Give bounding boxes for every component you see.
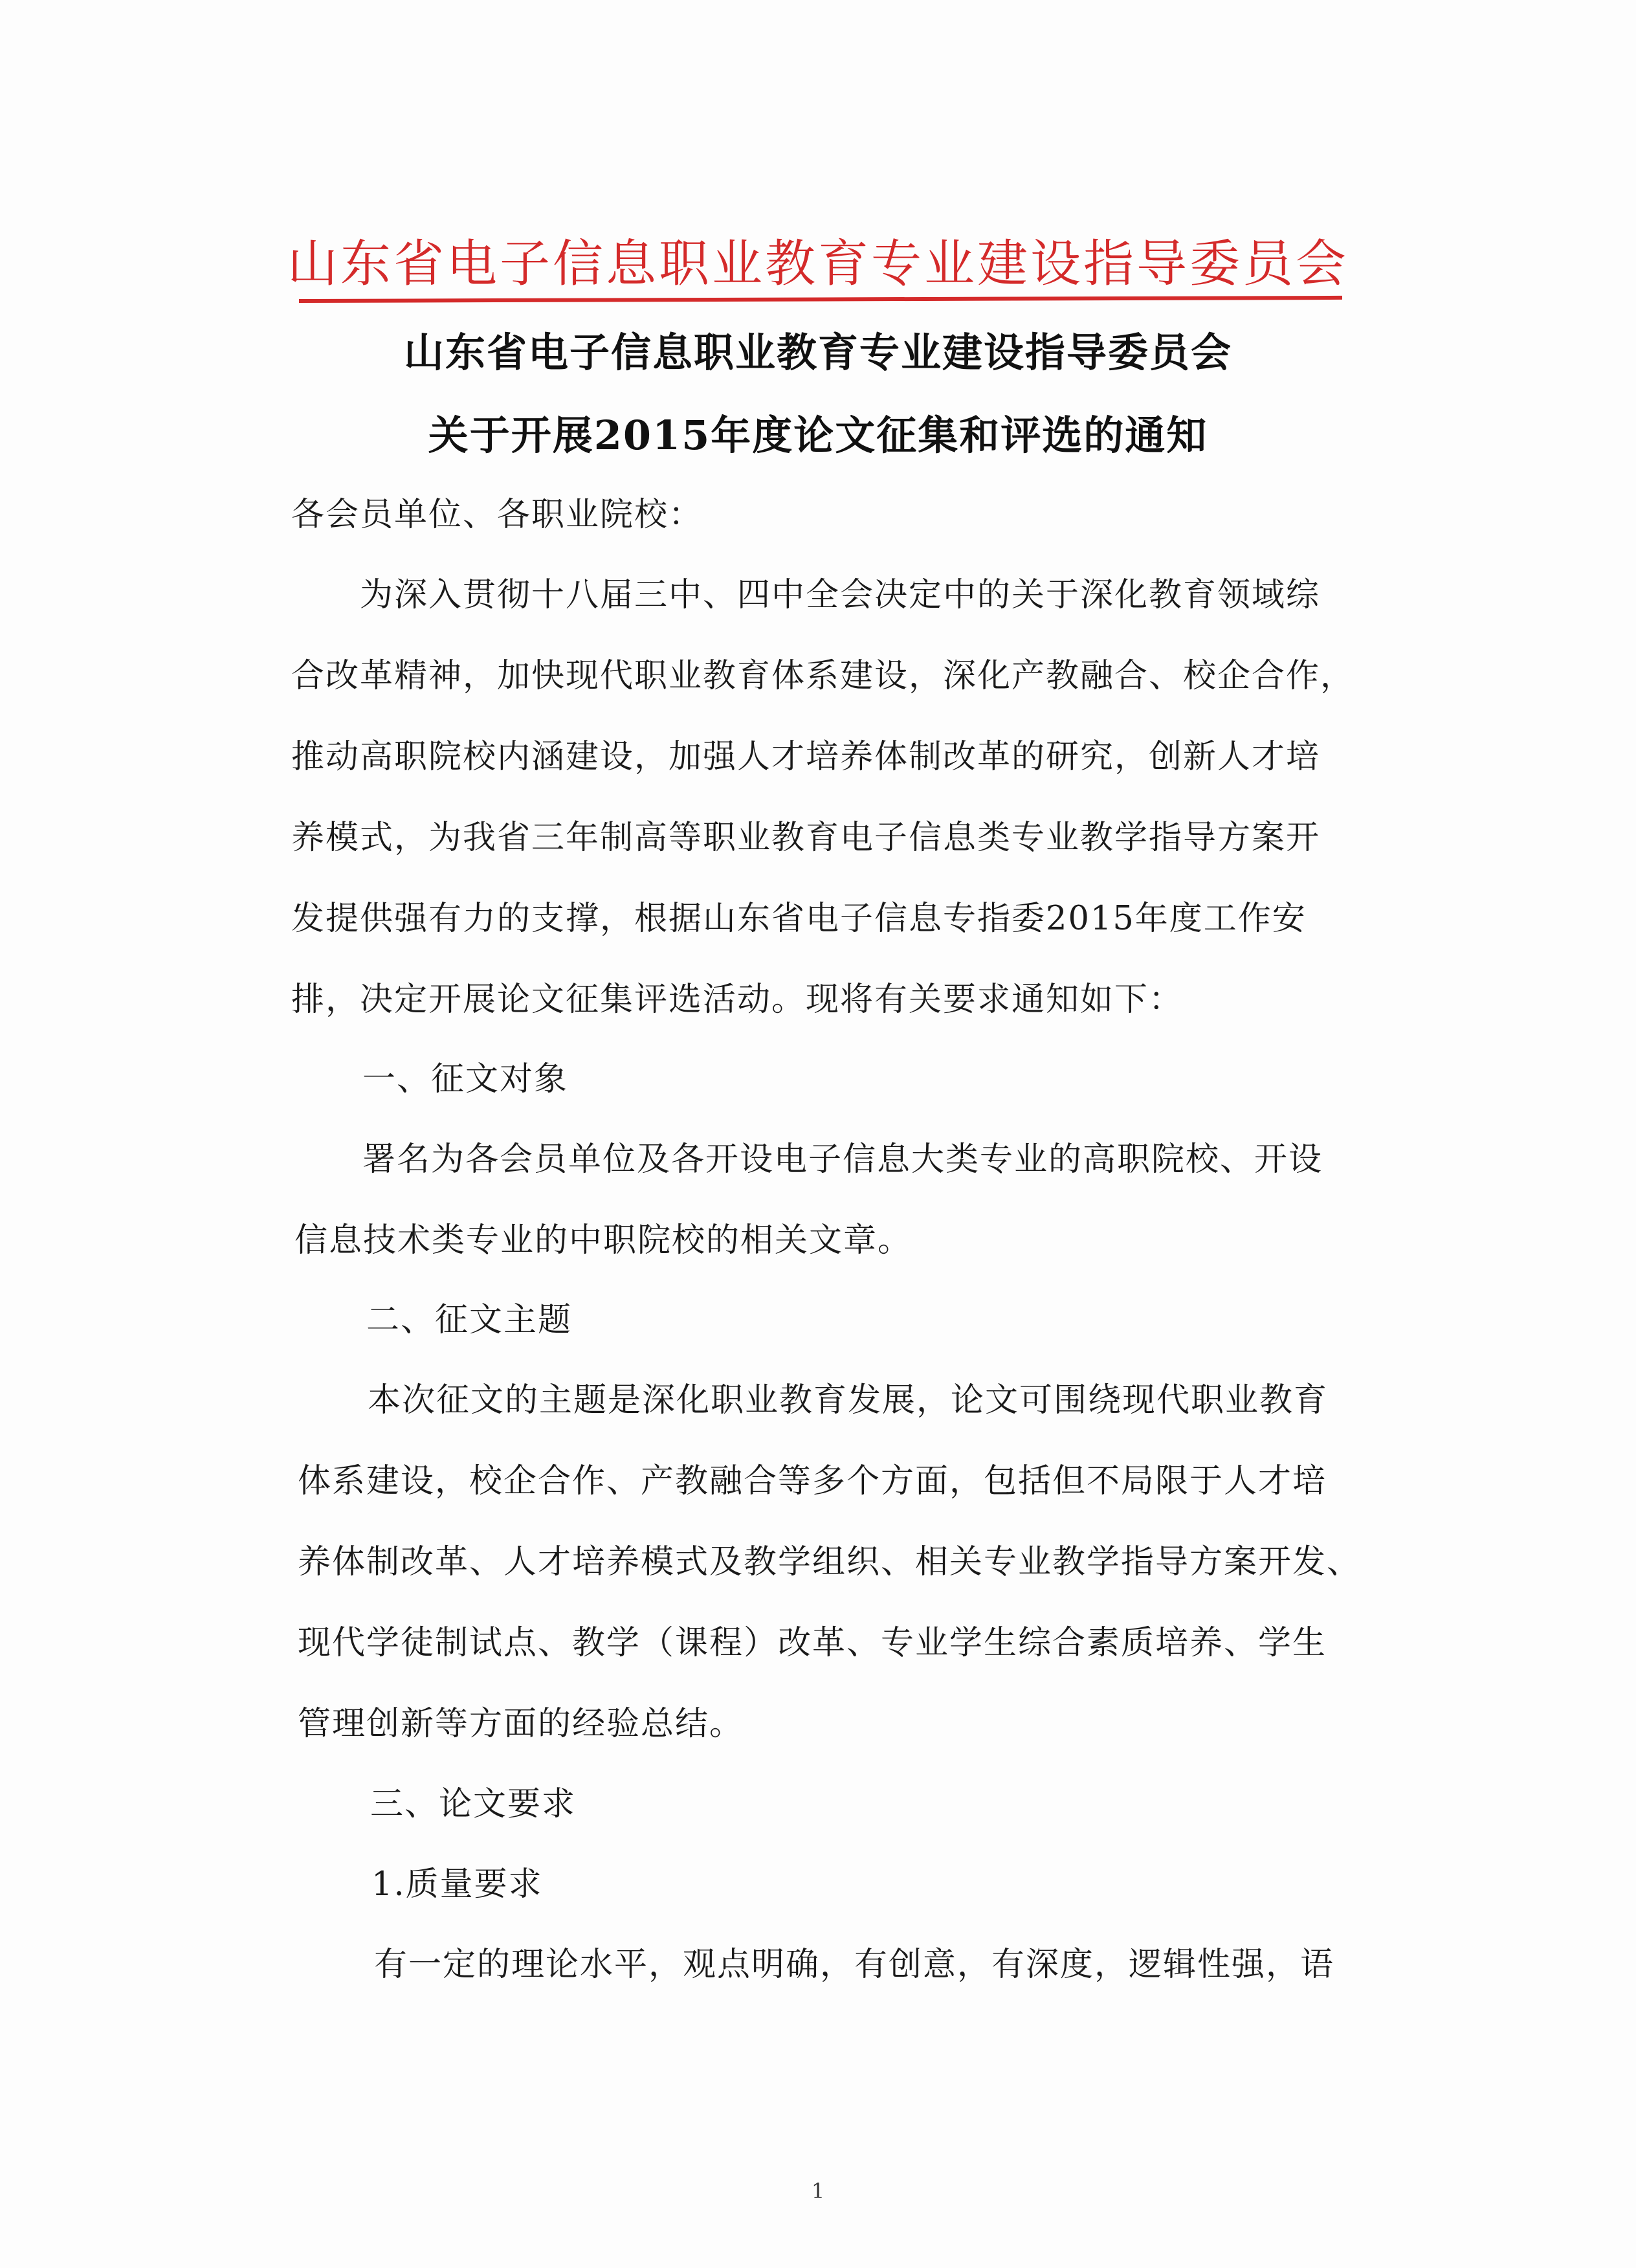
intro-line: 为深入贯彻十八届三中、四中全会决定中的关于深化教育领域综 bbox=[360, 576, 1321, 614]
section3-heading: 三、论文要求 bbox=[370, 1785, 577, 1823]
section1-line: 信息技术类专业的中职院校的相关文章。 bbox=[294, 1221, 912, 1260]
intro-line: 合改革精神，加快现代职业教育体系建设，深化产教融合、校企合作， bbox=[291, 657, 1355, 695]
section1-heading: 一、征文对象 bbox=[362, 1060, 569, 1098]
letterhead-red-rule bbox=[299, 296, 1342, 303]
salutation: 各会员单位、各职业院校： bbox=[291, 496, 703, 534]
section2-line: 本次征文的主题是深化职业教育发展，论文可围绕现代职业教育 bbox=[368, 1381, 1329, 1419]
section3-sub1-line: 有一定的理论水平，观点明确，有创意，有深度，逻辑性强，语 bbox=[374, 1946, 1335, 1984]
intro-line: 排，决定开展论文征集评选活动。现将有关要求通知如下： bbox=[291, 981, 1184, 1019]
section2-line: 养体制改革、人才培养模式及教学组织、相关专业教学指导方案开发、 bbox=[298, 1543, 1362, 1581]
notice-title-line2: 关于开展2015年度论文征集和评选的通知 bbox=[428, 412, 1208, 459]
section2-heading: 二、征文主题 bbox=[366, 1301, 573, 1339]
section2-line: 现代学徒制试点、教学（课程）改革、专业学生综合素质培养、学生 bbox=[298, 1624, 1327, 1662]
letterhead-org-name: 山东省电子信息职业教育专业建设指导委员会 bbox=[287, 235, 1349, 293]
section2-line: 体系建设，校企合作、产教融合等多个方面，包括但不局限于人才培 bbox=[298, 1462, 1327, 1500]
section3-sub1-heading: 1.质量要求 bbox=[371, 1865, 543, 1904]
intro-line: 发提供强有力的支撑，根据山东省电子信息专指委2015年度工作安 bbox=[291, 900, 1307, 938]
section2-line: 管理创新等方面的经验总结。 bbox=[298, 1705, 744, 1743]
section1-line: 署名为各会员单位及各开设电子信息大类专业的高职院校、开设 bbox=[362, 1140, 1323, 1179]
page-number: 1 bbox=[811, 2179, 825, 2203]
intro-line: 推动高职院校内涵建设，加强人才培养体制改革的研究，创新人才培 bbox=[291, 738, 1321, 776]
intro-line: 养模式，为我省三年制高等职业教育电子信息类专业教学指导方案开 bbox=[291, 819, 1321, 857]
notice-title-line1: 山东省电子信息职业教育专业建设指导委员会 bbox=[403, 329, 1232, 376]
